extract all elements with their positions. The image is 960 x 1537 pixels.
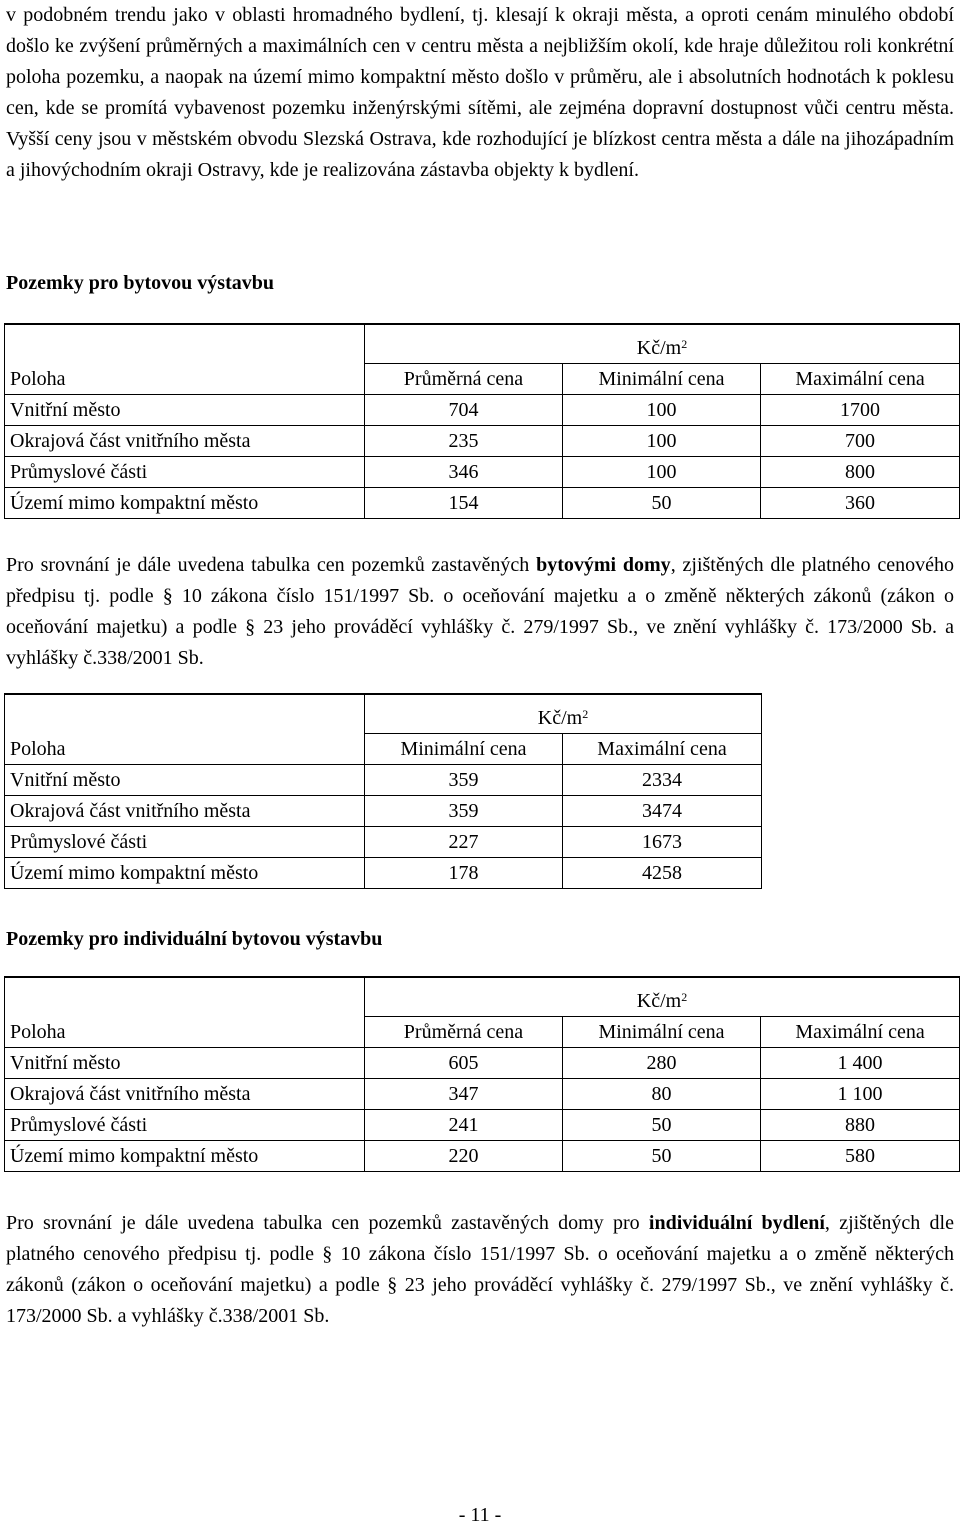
col-header-prumerna: Průměrná cena [365,364,563,395]
cell-minimalni: 359 [365,796,563,827]
table-row [5,488,960,519]
comparison-paragraph-individualni: Pro srovnání je dále uvedena tabulka cen pozemků zastavěných domy pro individuální bydlení, zjištěných dle platného cenového předpisu tj. podle § 10 zákona číslo 151/1997 Sb. o oceňování majetku a o změně některých zákonů (zákon o oceňování majetku) a podle § 23 jeho prováděcí vyhlášky č. 279/1997 Sb., ve znění vyhlášky č. 173/2000 Sb. a vyhlášky č.338/2001 Sb. [6,1212,954,1327]
table-unit-label: $Kč/m^2$ [365,977,960,1017]
cell-poloha: Okrajová část vnitřního města [5,796,365,827]
cell-poloha: Vnitřní město [5,395,365,426]
cell-poloha: Území mimo kompaktní město [5,858,365,889]
col-header-minimalni: Minimální cena [365,734,563,765]
cell-prumerna: 154 [365,488,563,519]
cell-minimalni: 50 [563,488,761,519]
cell-maximalni: 700 [761,426,960,457]
table-row [5,1079,960,1110]
cell-minimalni: 100 [563,426,761,457]
col-header-maximalni: Maximální cena [563,734,762,765]
table-bytova-vystavba [4,323,960,519]
page-number: - 11 - [458,1504,502,1526]
cell-minimalni: 227 [365,827,563,858]
section-heading-individualni: Pozemky pro individuální bytovou výstavbu [6,928,383,950]
cell-poloha: Průmyslové části [5,827,365,858]
intro-paragraph: v podobném trendu jako v oblasti hromadného bydlení, tj. klesají k okraji města, a oproti cenám minulého období došlo ke zvýšení průměrných a maximálních cen v centru města a nejbližším okolí, kde hraje důležitou roli konkrétní poloha pozemku, a naopak na území mimo kompaktní město došlo v průměru, ale i absolutních hodnotách k poklesu cen, kde se promítá vybavenost pozemku inženýrskými sítěmi, ale zejména dopravní dostupnost vůči centru města. Vyšší ceny jsou v městském obvodu Slezská Ostrava, kde rozhodující je blízkost centra města a dále na jihozápadním a jihovýchodním okraji Ostravy, kde je realizována zástavba objekty k bydlení. [6,4,954,181]
cell-minimalni: 100 [563,457,761,488]
cell-maximalni: 880 [761,1110,960,1141]
cell-minimalni: 80 [563,1079,761,1110]
cell-minimalni: 50 [563,1110,761,1141]
cell-maximalni: 360 [761,488,960,519]
col-header-minimalni: Minimální cena [563,364,761,395]
cell-maximalni: 2334 [563,765,762,796]
table-row [5,426,960,457]
col-header-maximalni: Maximální cena [761,1017,960,1048]
col-header-prumerna: Průměrná cena [365,1017,563,1048]
cell-poloha: Průmyslové části [5,457,365,488]
comparison-paragraph-bytove-domy: Pro srovnání je dále uvedena tabulka cen pozemků zastavěných bytovými domy, zjištěných dle platného cenového předpisu tj. podle § 10 zákona číslo 151/1997 Sb. o oceňování majetku a o změně některých zákonů (zákon o oceňování majetku) a podle § 23 jeho prováděcí vyhlášky č. 279/1997 Sb., ve znění vyhlášky č. 173/2000 Sb. a vyhlášky č.338/2001 Sb. [6,554,954,669]
cell-poloha: Vnitřní město [5,1048,365,1079]
table-unit-label: $Kč/m^2$ [365,324,960,364]
cell-minimalni: 359 [365,765,563,796]
cell-poloha: Okrajová část vnitřního města [5,1079,365,1110]
table-row [5,858,762,889]
table-row [5,1110,960,1141]
cell-poloha: Průmyslové části [5,1110,365,1141]
cell-prumerna: 704 [365,395,563,426]
cell-maximalni: 3474 [563,796,762,827]
table-row [5,395,960,426]
cell-maximalni: 1 100 [761,1079,960,1110]
table-unit-row [5,977,960,1017]
cell-maximalni: 1 400 [761,1048,960,1079]
cell-prumerna: 235 [365,426,563,457]
cell-maximalni: 580 [761,1141,960,1172]
section-heading-bytova: Pozemky pro bytovou výstavbu [6,272,274,294]
table-individualni-vystavba [4,976,960,1172]
table-row [5,827,762,858]
table-unit-row [5,694,762,734]
cell-minimalni: 178 [365,858,563,889]
cell-maximalni: 800 [761,457,960,488]
cell-maximalni: 4258 [563,858,762,889]
cell-prumerna: 220 [365,1141,563,1172]
table-header-row [5,734,762,765]
cell-poloha: Okrajová část vnitřního města [5,426,365,457]
table-row [5,1141,960,1172]
col-header-poloha: Poloha [5,734,365,765]
cell-prumerna: 241 [365,1110,563,1141]
cell-prumerna: 605 [365,1048,563,1079]
cell-maximalni: 1700 [761,395,960,426]
cell-prumerna: 347 [365,1079,563,1110]
col-header-minimalni: Minimální cena [563,1017,761,1048]
cell-poloha: Území mimo kompaktní město [5,1141,365,1172]
cell-poloha: Území mimo kompaktní město [5,488,365,519]
table-bytove-domy [4,693,762,889]
cell-prumerna: 346 [365,457,563,488]
table-row [5,457,960,488]
table-row [5,765,762,796]
col-header-maximalni: Maximální cena [761,364,960,395]
cell-poloha: Vnitřní město [5,765,365,796]
col-header-poloha: Poloha [5,1017,365,1048]
table-header-row [5,1017,960,1048]
col-header-poloha: Poloha [5,364,365,395]
cell-minimalni: 100 [563,395,761,426]
table-unit-row [5,324,960,364]
table-row [5,796,762,827]
cell-minimalni: 280 [563,1048,761,1079]
cell-minimalni: 50 [563,1141,761,1172]
table-header-row [5,364,960,395]
table-unit-label: $Kč/m^2$ [365,694,762,734]
cell-maximalni: 1673 [563,827,762,858]
table-row [5,1048,960,1079]
